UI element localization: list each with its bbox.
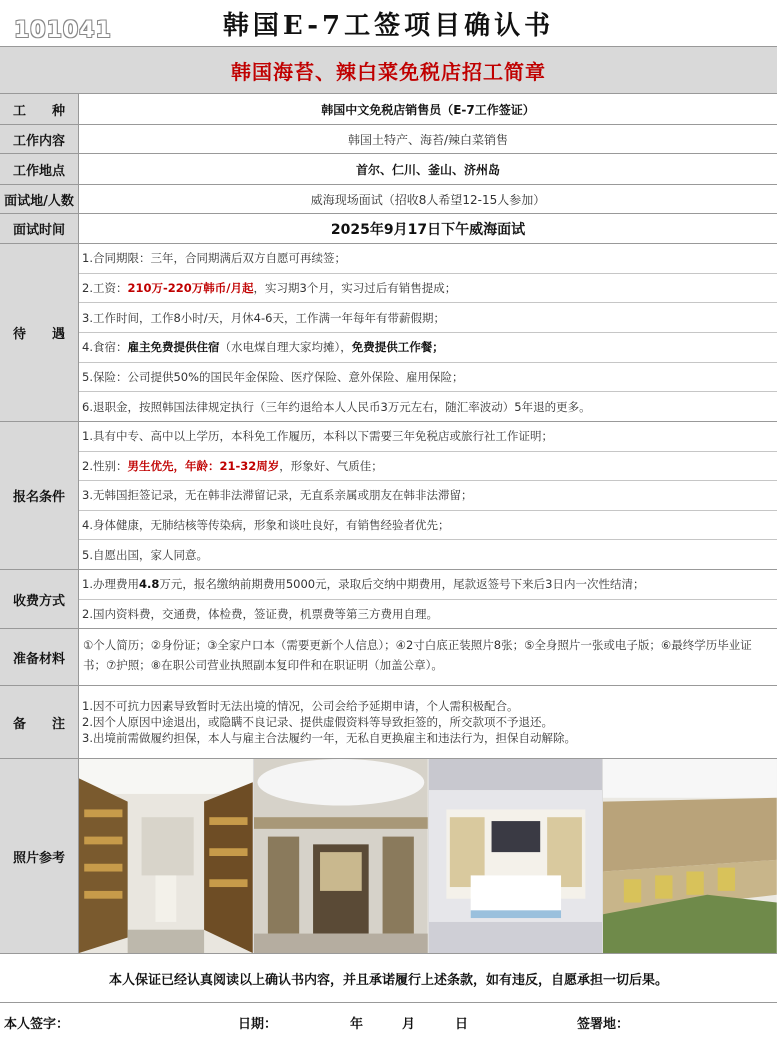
- row-value: 2025年9月17日下午威海面试: [330, 221, 526, 238]
- signature-day: 日: [455, 1017, 469, 1032]
- item-text: 1.合同期限：三年，合同期满后双方自愿可再续签；: [82, 251, 346, 266]
- list-item: [79, 303, 777, 333]
- notes-list: [79, 686, 777, 758]
- item-text: 4.身体健康，无肺结核等传染病，形象和谈吐良好，有销售经验者优先；: [82, 518, 450, 533]
- item-text: 4.8: [138, 577, 160, 592]
- item-text: 1.具有中专、高中以上学历，本科免工作履历，本科以下需要三年免税店或旅行社工作证明；: [82, 429, 553, 444]
- section-label: 照片参考: [0, 759, 79, 953]
- section-label: 待 遇: [0, 244, 79, 421]
- section-requirements: [0, 422, 777, 570]
- section-label: 收费方式: [0, 570, 79, 628]
- row-value: 韩国土特产、海苔/辣白菜销售: [347, 132, 509, 147]
- note-item: 2.因个人原因中途退出，或隐瞒不良记录、提供虚假资料等导致拒签的，所交款项不予退还。: [82, 715, 553, 729]
- row-interview-place: [0, 185, 777, 214]
- row-label: 工 种: [0, 94, 79, 124]
- list-item: [79, 511, 777, 541]
- watermark-number: 101041: [14, 18, 112, 43]
- list-item: [79, 452, 777, 482]
- note-item: 1.因不可抗力因素导致暂时无法出境的情况，公司会给予延期申请，个人需积极配合。: [82, 699, 519, 713]
- item-text: 2.国内资料费，交通费，体检费，签证费，机票费等第三方费用自理。: [82, 606, 438, 621]
- list-item: [79, 363, 777, 393]
- section-materials: [0, 629, 777, 686]
- note-item: 3.出境前需做履约担保，本人与雇主合法履约一年，无私自更换雇主和违法行为，担保自动解除。: [82, 731, 576, 745]
- row-label: 工作内容: [0, 125, 79, 153]
- list-item: [79, 422, 777, 452]
- list-item: [79, 481, 777, 511]
- list-item: [79, 274, 777, 304]
- requirements-list: [79, 422, 777, 569]
- item-text: 2.性别：: [82, 458, 128, 473]
- item-text: 男生优先，年龄：21-32周岁: [127, 458, 280, 473]
- section-fees: [0, 570, 777, 629]
- benefits-list: [79, 244, 777, 421]
- store-photo-4: [603, 759, 777, 953]
- document-subtitle: 韩国海苔、辣白菜免税店招工简章: [0, 47, 777, 94]
- list-item: [79, 600, 777, 629]
- section-label: 备 注: [0, 686, 79, 758]
- row-value: 威海现场面试（招收8人希望12-15人参加）: [310, 192, 546, 207]
- row-content: [0, 125, 777, 154]
- item-text: 2.工资：: [82, 281, 128, 295]
- item-text: ，实习期3个月，实习过后有销售提成；: [253, 281, 457, 295]
- signature-month: 月: [402, 1017, 416, 1032]
- store-photo-2: [254, 759, 429, 953]
- section-label: 报名条件: [0, 422, 79, 569]
- list-item: [79, 392, 777, 421]
- section-benefits: [0, 244, 777, 422]
- item-text: 雇主免费提供住宿: [127, 340, 220, 355]
- list-item: [79, 540, 777, 569]
- item-text: 万元，报名缴纳前期费用5000元，录取后交纳中期费用，尾款返签号下来后3日内一次性结清；: [159, 577, 645, 592]
- signature-name-label: 本人签字：: [4, 1017, 70, 1032]
- materials-text: ①个人简历；②身份证；③全家户口本（需要更新个人信息）；④2寸白底正装照片8张；⑤全身照片一张或电子版；⑥最终学历毕业证书；⑦护照；⑧在职公司营业执照副本复印件和在职证明（加盖公章）。: [83, 638, 752, 672]
- signature-year: 年: [350, 1017, 364, 1032]
- fees-list: [79, 570, 777, 628]
- item-text: 5.自愿出国，家人同意。: [82, 547, 208, 562]
- item-text: 5.保险：公司提供50%的国民年金保险、医疗保险、意外保险、雇用保险；: [82, 370, 464, 385]
- signature-row: [0, 1003, 777, 1041]
- store-photo-1: [79, 759, 254, 953]
- item-text: 210万-220万韩币/月起: [127, 281, 254, 295]
- row-location: [0, 154, 777, 185]
- list-item: [79, 333, 777, 363]
- section-photos: [0, 759, 777, 954]
- document-title: 韩国E-7工签项目确认书: [0, 0, 777, 47]
- item-text: 4.食宿：: [82, 340, 128, 355]
- section-label: 准备材料: [0, 629, 79, 685]
- signature-date-label: 日期：: [238, 1017, 278, 1032]
- pledge-statement: 本人保证已经认真阅读以上确认书内容，并且承诺履行上述条款，如有违反，自愿承担一切后果。: [0, 954, 777, 1003]
- row-label: 面试地/人数: [0, 185, 79, 213]
- item-text: ，形象好、气质佳；: [279, 458, 383, 473]
- photo-gallery: [79, 759, 777, 953]
- item-text: 3.无韩国拒签记录，无在韩非法滞留记录，无直系亲属或朋友在韩非法滞留；: [82, 488, 473, 503]
- item-text: 1.办理费用: [82, 577, 139, 592]
- item-text: 免费提供工作餐；: [351, 340, 444, 355]
- list-item: [79, 570, 777, 600]
- row-label: 面试时间: [0, 214, 79, 243]
- section-notes: [0, 686, 777, 759]
- signature-place-label: 签署地：: [577, 1017, 630, 1032]
- row-label: 工作地点: [0, 154, 79, 184]
- store-photo-3: [429, 759, 604, 953]
- item-text: 6.退职金，按照韩国法律规定执行（三年约退给本人人民币3万元左右，随汇率波动）5年退的更多。: [82, 399, 591, 414]
- row-value: 韩国中文免税店销售员（E-7工作签证）: [321, 102, 535, 117]
- row-job: [0, 94, 777, 125]
- item-text: （水电煤自理大家均摊），: [219, 340, 352, 355]
- item-text: 3.工作时间，工作8小时/天，月休4-6天，工作满一年每年有带薪假期；: [82, 310, 445, 325]
- row-value: 首尔、仁川、釜山、济州岛: [355, 162, 500, 177]
- list-item: [79, 244, 777, 274]
- row-interview-time: [0, 214, 777, 244]
